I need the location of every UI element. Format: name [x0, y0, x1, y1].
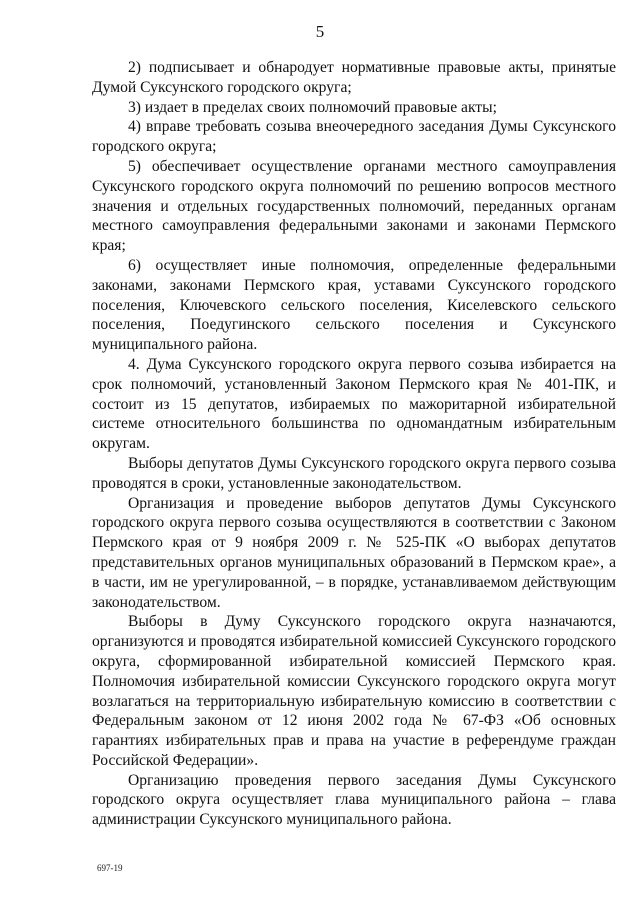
paragraph-item-2: 2) подписывает и обнародует нормативные правовые акты, принятые Думой Суксунского городского округа;: [92, 59, 616, 96]
paragraph-election-dates: Выборы депутатов Думы Суксунского городского округа первого созыва проводятся в сроки, установленные законодательством.: [92, 454, 616, 492]
paragraph-item-6: 6) осуществляет иные полномочия, определенные федеральными законами, законами Пермского края, уставами Суксунского городского поселения, Ключевского сельского поселения, Киселевского сельского поселения, Поедугинского сельского поселения и Суксунского муниципального района.: [92, 256, 616, 354]
paragraph-item-4: 4) вправе требовать созыва внеочередного заседания Думы Суксунского городского округа;: [92, 118, 616, 156]
paragraph-item-5: 5) обеспечивает осуществление органами местного самоуправления Суксунского городского округа полномочий по решению вопросов местного значения и отдельных государственных полномочий, переданных органам местного самоуправления федеральными законами и законами Пермского края;: [92, 157, 616, 255]
page-number: 5: [315, 22, 325, 41]
paragraph-section-4: 4. Дума Суксунского городского округа первого созыва избирается на срок полномочий, установленный Законом Пермского края № 401-ПК, и состоит из 15 депутатов, избираемых по мажоритарной избирательной системе относительного большинства по одномандатным избирательным округам.: [92, 355, 616, 453]
document-body: [92, 58, 616, 830]
paragraph-item-3: 3) издает в пределах своих полномочий правовые акты;: [128, 98, 497, 116]
paragraph-election-organization: Организация и проведение выборов депутатов Думы Суксунского городского округа первого созыва осуществляются в соответствии с Законом Пермского края от 9 ноября 2009 г. № 525-ПК «О выборах депутатов представительных органов муниципальных образований в Пермском крае», а в части, им не урегулированной, – в порядке, устанавливаемом действующим законодательством.: [92, 494, 616, 611]
paragraph-election-commission: Выборы в Думу Суксунского городского округа назначаются, организуются и проводятся избирательной комиссией Суксунского городского округа, сформированной избирательной комиссией Пермского края. Полномочия избирательной комиссии Суксунского городского округа могут возлагаться на территориальную избирательную комиссию в соответствии с Федеральным законом от 12 июня 2002 года № 67-ФЗ «Об основных гарантиях избирательных прав и права на участие в референдуме граждан Российской Федерации».: [92, 613, 616, 769]
paragraph-first-session: Организацию проведения первого заседания Думы Суксунского городского округа осуществляет глава муниципального района – глава администрации Суксунского муниципального района.: [92, 771, 616, 829]
footer-document-code: 697-19: [97, 863, 123, 873]
